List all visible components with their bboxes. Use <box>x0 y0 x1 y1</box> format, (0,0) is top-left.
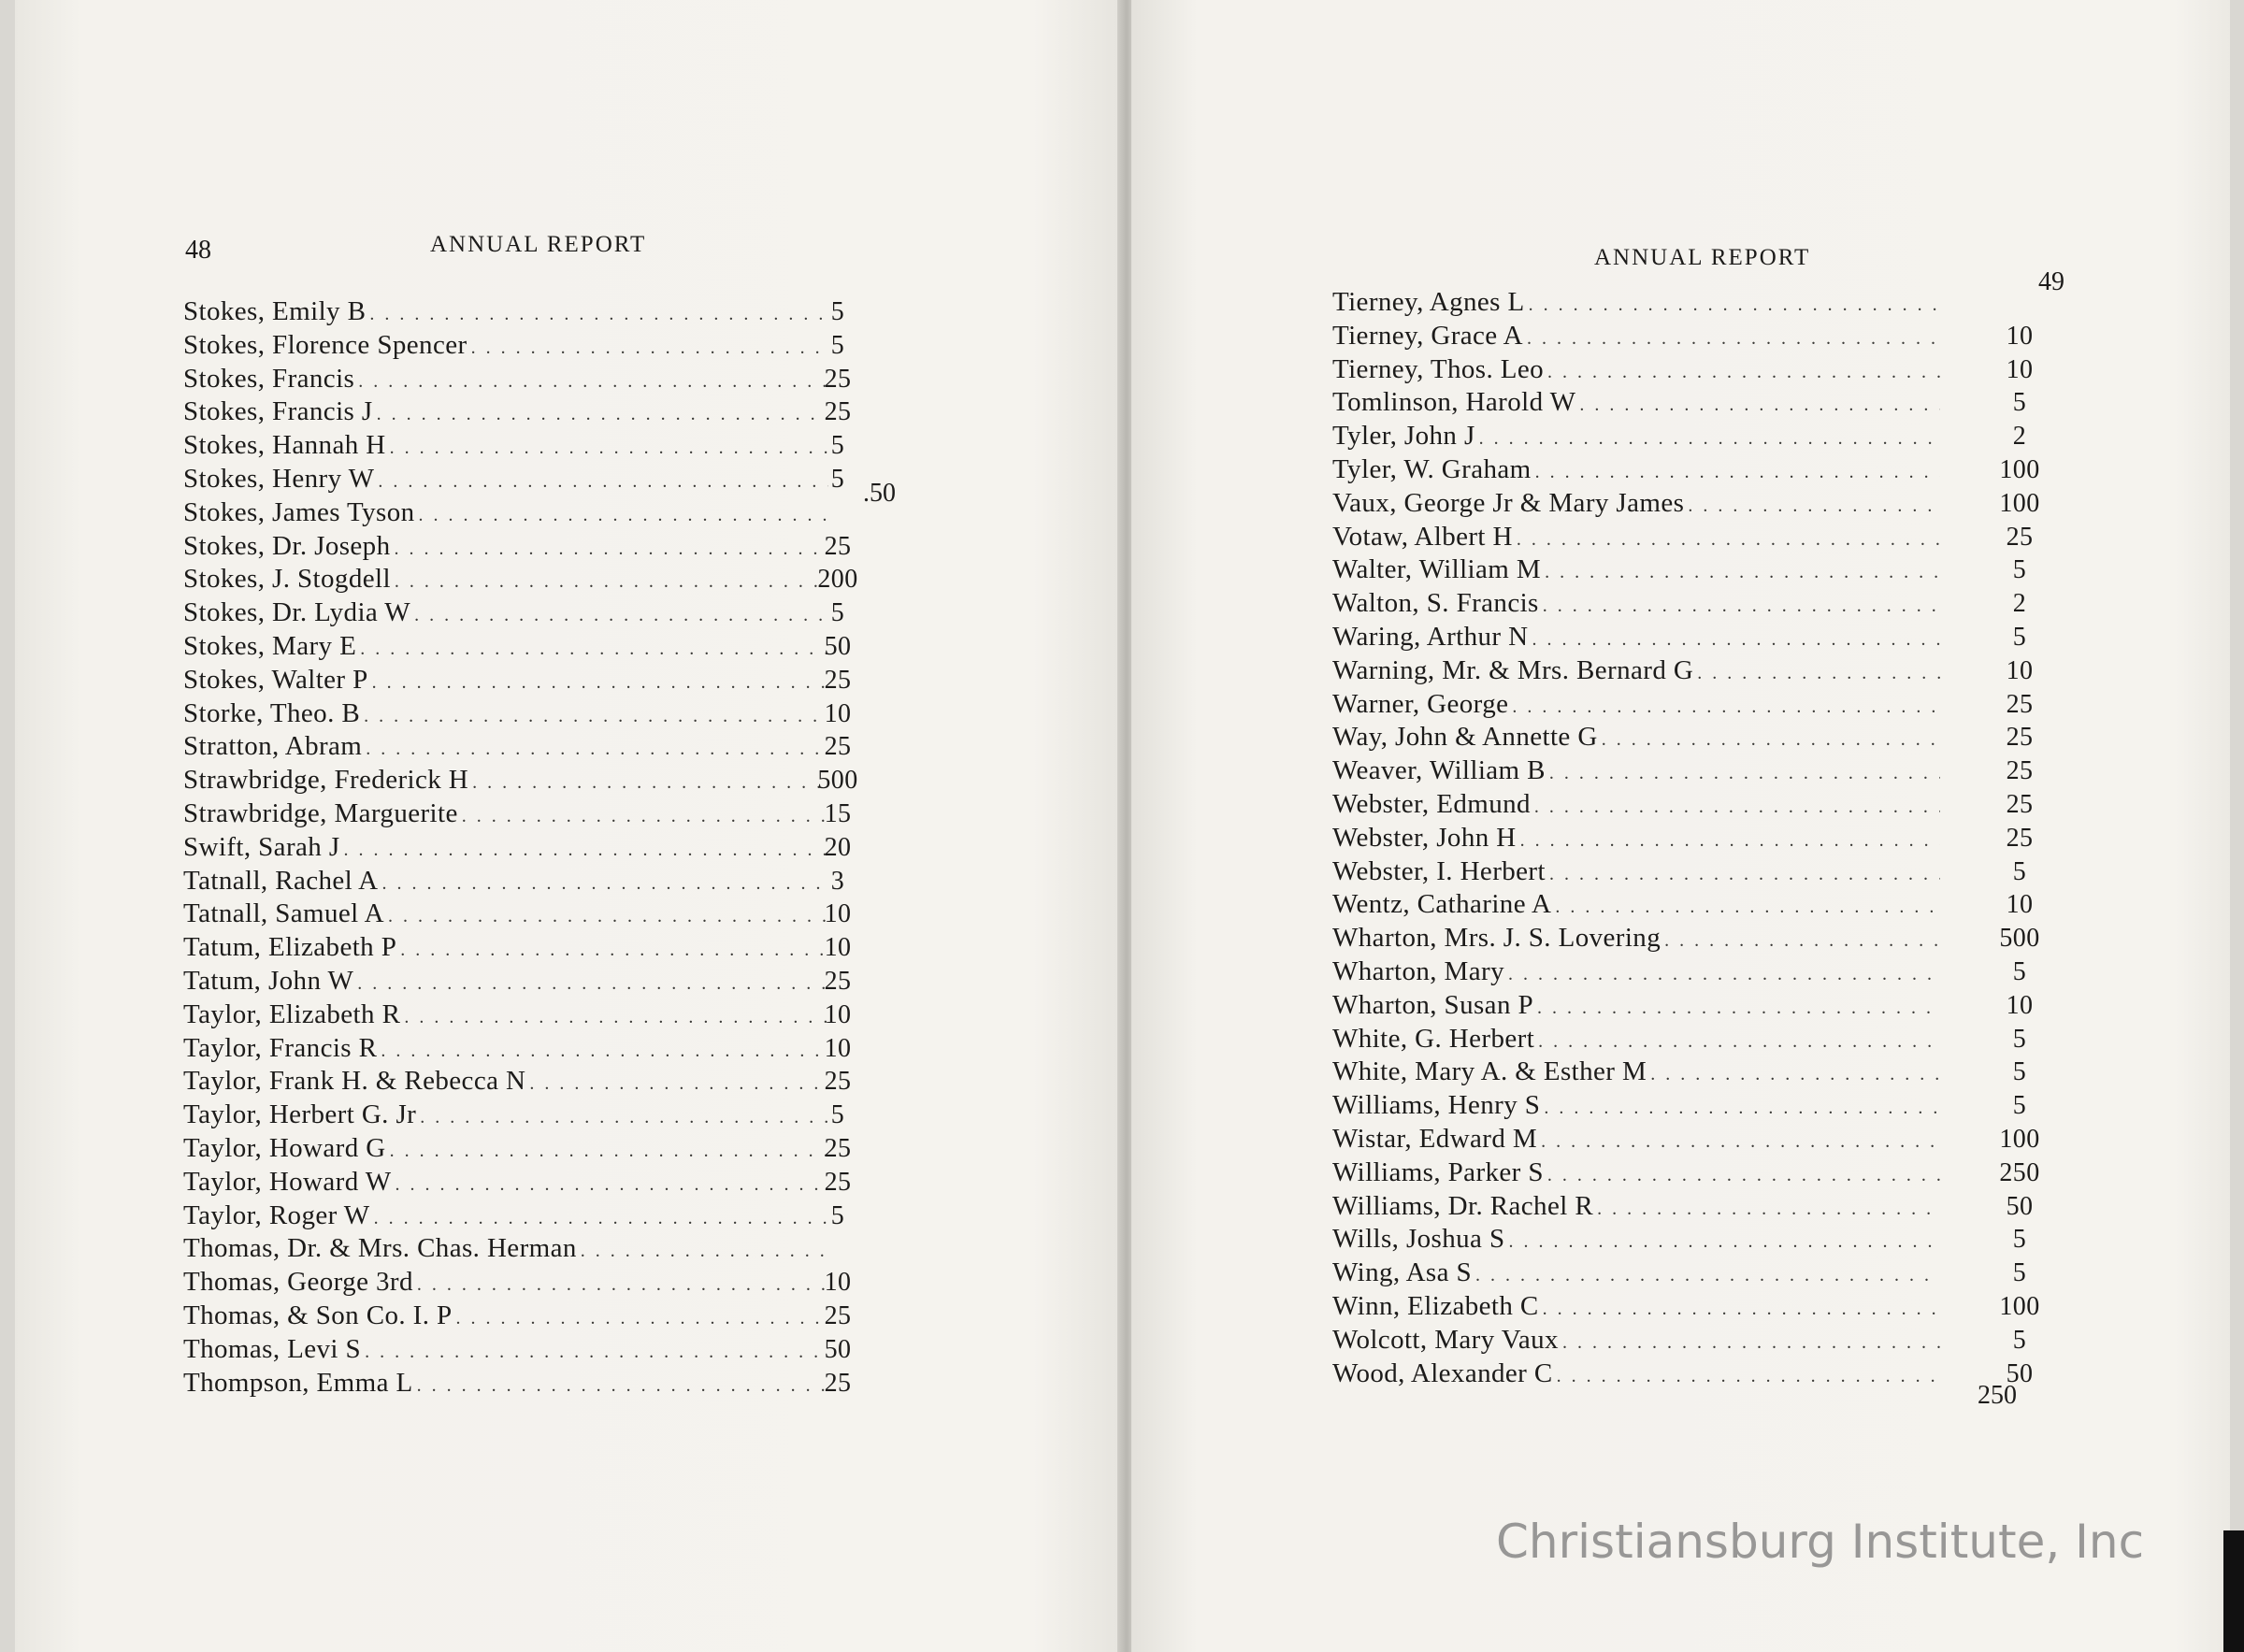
donation-amount: 50 <box>824 1334 852 1364</box>
list-item <box>183 596 845 630</box>
donor-name: Taylor, Howard G <box>183 1132 386 1163</box>
donor-name: Wharton, Mrs. J. S. Lovering <box>1332 923 1661 954</box>
donation-amount: 10 <box>2006 990 2034 1020</box>
leader-dots <box>1517 524 1940 557</box>
leader-dots <box>1529 289 1940 323</box>
donor-name: Wharton, Susan P <box>1332 989 1534 1020</box>
page-header: ANNUAL REPORT <box>430 232 647 257</box>
list-item <box>1332 688 2034 722</box>
donation-amount: 50 <box>824 631 852 661</box>
list-item <box>1332 1089 2027 1123</box>
leader-dots <box>364 700 828 734</box>
leader-dots <box>1544 1092 1940 1126</box>
donation-amount: 25 <box>824 364 852 394</box>
donor-name: Thomas, Dr. & Mrs. Chas. Herman <box>183 1233 577 1264</box>
donor-name: Taylor, Frank H. & Rebecca N <box>183 1066 526 1097</box>
donor-name: Tatnall, Samuel A <box>183 898 384 929</box>
leader-dots <box>372 667 828 700</box>
donor-name: Wood, Alexander C <box>1332 1358 1553 1388</box>
leader-dots <box>1535 456 1940 490</box>
leader-dots <box>1579 389 1940 423</box>
leader-dots <box>1475 1259 1940 1293</box>
leader-dots <box>1479 423 1940 456</box>
leader-dots <box>1541 1126 1940 1159</box>
donor-name: Stokes, Emily B <box>183 296 367 326</box>
donation-amount: 50 <box>2006 1191 2034 1221</box>
donor-name: Wolcott, Mary Vaux <box>1332 1324 1559 1355</box>
donor-name: Stokes, Francis <box>183 363 355 394</box>
leader-dots <box>1549 757 1940 791</box>
donor-name: Webster, I. Herbert <box>1332 855 1546 886</box>
donation-amount: 5 <box>2012 622 2027 652</box>
leader-dots <box>1664 925 1940 958</box>
list-item <box>1332 320 2034 353</box>
leader-dots <box>1688 490 1940 524</box>
donation-amount: 5 <box>830 464 845 494</box>
left-page <box>15 0 1122 1652</box>
donor-name: Stokes, J. Stogdell <box>183 564 391 595</box>
donation-amount: 100 <box>1999 1124 2040 1154</box>
donation-amount: 5 <box>830 330 845 360</box>
donation-amount: 5 <box>2012 956 2027 986</box>
list-item <box>1332 521 2034 554</box>
list-item <box>1332 553 2027 587</box>
donor-name: Thomas, & Son Co. I. P <box>183 1300 453 1330</box>
donation-amount: 25 <box>824 1368 852 1398</box>
donation-amount: 25 <box>2006 723 2034 753</box>
donation-amount: 10 <box>2006 890 2034 920</box>
list-item <box>183 1032 852 1066</box>
list-item <box>1332 989 2034 1023</box>
donation-amount: 5 <box>830 1200 845 1230</box>
donation-amount: 10 <box>2006 655 2034 685</box>
donor-name: Votaw, Albert H <box>1332 521 1513 552</box>
list-item <box>183 965 852 998</box>
donor-name: Thompson, Emma L <box>183 1367 413 1398</box>
donation-amount: 10 <box>824 933 852 963</box>
donor-name: Weaver, William B <box>1332 755 1546 786</box>
donation-amount: 25 <box>824 1300 852 1330</box>
donor-name: Webster, John H <box>1332 822 1517 853</box>
list-item <box>183 1132 852 1166</box>
leader-dots <box>366 733 828 767</box>
list-item <box>183 1367 852 1401</box>
list-item <box>183 797 852 831</box>
donation-amount: 25 <box>824 1067 852 1097</box>
list-item <box>183 1199 845 1233</box>
list-item <box>1332 822 2034 855</box>
leader-dots <box>381 1035 828 1069</box>
donation-amount: 25 <box>2006 756 2034 786</box>
list-item <box>1332 788 2034 822</box>
donor-name: Taylor, Roger W <box>183 1199 370 1230</box>
leader-dots <box>1543 590 1940 624</box>
donor-name: Stokes, Dr. Joseph <box>183 530 391 561</box>
list-item <box>1332 1023 2027 1056</box>
donor-name: Tyler, W. Graham <box>1332 453 1532 484</box>
list-item <box>1332 1156 2040 1190</box>
donation-amount: 10 <box>2006 354 2034 384</box>
fractional-amount: .50 <box>863 479 896 508</box>
leader-dots <box>417 1370 828 1403</box>
donor-name: Storke, Theo. B <box>183 697 361 728</box>
list-item <box>183 1266 852 1300</box>
leader-dots <box>1597 1193 1940 1227</box>
page-header: ANNUAL REPORT <box>1594 245 1811 270</box>
donation-amount: 5 <box>2012 1258 2027 1288</box>
leader-dots <box>1520 825 1940 858</box>
donation-amount: 10 <box>2006 321 2034 351</box>
donation-amount: 25 <box>2006 522 2034 552</box>
list-item <box>1332 1358 2034 1391</box>
list-item <box>1332 1056 2027 1089</box>
leader-dots <box>388 900 828 934</box>
donor-list <box>1332 286 2040 1390</box>
list-item <box>183 363 852 396</box>
leader-dots <box>1602 724 1940 757</box>
donation-amount: 10 <box>824 1033 852 1063</box>
list-item <box>183 1232 828 1266</box>
leader-dots <box>419 499 828 533</box>
donor-name: Taylor, Herbert G. Jr <box>183 1099 417 1130</box>
donor-name: Stokes, Henry W <box>183 463 375 494</box>
donation-amount: 5 <box>2012 1091 2027 1121</box>
donor-list <box>183 295 858 1400</box>
leader-dots <box>374 1202 828 1236</box>
leader-dots <box>1562 1327 1940 1360</box>
list-item <box>1332 754 2034 788</box>
leader-dots <box>472 767 828 800</box>
donation-amount: 25 <box>824 966 852 996</box>
leader-dots <box>365 1336 828 1370</box>
donor-name: Thomas, Levi S <box>183 1333 362 1364</box>
leader-dots <box>1534 791 1940 825</box>
list-item <box>1332 420 2027 453</box>
list-item <box>1332 855 2027 889</box>
donor-name: Wharton, Mary <box>1332 955 1504 986</box>
donation-amount: 5 <box>2012 388 2027 418</box>
donor-name: Williams, Parker S <box>1332 1156 1544 1187</box>
donor-name: Vaux, George Jr & Mary James <box>1332 487 1685 518</box>
list-item <box>1332 1190 2034 1224</box>
leader-dots <box>1545 556 1940 590</box>
list-item <box>183 764 858 797</box>
list-item <box>1332 721 2034 754</box>
donor-name: Stokes, Hannah H <box>183 430 386 461</box>
donation-amount: 25 <box>824 397 852 427</box>
list-item <box>183 664 852 697</box>
list-item <box>183 1065 852 1099</box>
leader-dots <box>378 466 828 499</box>
leader-dots <box>1537 992 1940 1026</box>
donation-amount: 5 <box>830 1100 845 1130</box>
leader-dots <box>369 298 828 332</box>
donation-amount: 5 <box>2012 1325 2027 1355</box>
donation-amount: 20 <box>824 832 852 862</box>
leader-dots <box>396 1169 828 1202</box>
donor-name: Tierney, Grace A <box>1332 320 1523 351</box>
leader-dots <box>1512 691 1940 725</box>
list-item <box>1332 1257 2027 1290</box>
leader-dots <box>344 834 828 868</box>
list-item <box>183 831 852 865</box>
donor-name: Tatum, Elizabeth P <box>183 932 397 963</box>
donor-name: Taylor, Francis R <box>183 1032 378 1063</box>
list-item <box>183 898 852 931</box>
donation-amount: 25 <box>824 1133 852 1163</box>
donor-name: Stokes, Florence Spencer <box>183 329 468 360</box>
leader-dots <box>357 968 828 1001</box>
leader-dots <box>471 332 828 366</box>
list-item <box>183 496 828 530</box>
list-item <box>1332 621 2027 654</box>
donation-amount: 25 <box>824 665 852 695</box>
leader-dots <box>1543 1293 1940 1327</box>
list-item <box>1332 1290 2040 1324</box>
donation-amount: 10 <box>824 999 852 1029</box>
donor-name: Warning, Mr. & Mrs. Bernard G <box>1332 654 1694 685</box>
donor-name: Stokes, Mary E <box>183 630 357 661</box>
donor-name: Tierney, Agnes L <box>1332 287 1525 317</box>
scan-edge <box>2223 1530 2244 1652</box>
leader-dots <box>1508 958 1940 992</box>
donor-name: Williams, Henry S <box>1332 1090 1541 1121</box>
donor-name: Winn, Elizabeth C <box>1332 1290 1539 1321</box>
page-number: 48 <box>185 236 211 265</box>
list-item <box>183 730 852 764</box>
leader-dots <box>358 366 828 399</box>
donation-amount: 25 <box>824 732 852 762</box>
donor-name: Tatum, John W <box>183 965 354 996</box>
leader-dots <box>420 1101 828 1135</box>
donation-amount: 25 <box>824 531 852 561</box>
list-item <box>1332 654 2034 688</box>
donation-amount: 25 <box>2006 789 2034 819</box>
leader-dots <box>1697 657 1940 691</box>
donor-name: Strawbridge, Marguerite <box>183 797 458 828</box>
leader-dots <box>1538 1026 1940 1059</box>
donation-amount: 5 <box>2012 1057 2027 1087</box>
donation-amount: 5 <box>2012 555 2027 585</box>
donation-amount: 3 <box>830 866 845 896</box>
donor-name: Walter, William M <box>1332 554 1542 585</box>
donor-name: Swift, Sarah J <box>183 831 340 862</box>
watermark: Christiansburg Institute, Inc <box>1496 1515 2145 1569</box>
leader-dots <box>529 1068 828 1101</box>
donation-amount: 5 <box>830 297 845 326</box>
list-item <box>183 630 852 664</box>
donor-name: Wing, Asa S <box>1332 1257 1473 1288</box>
leader-dots <box>382 868 828 901</box>
list-item <box>183 697 852 731</box>
donation-amount: 100 <box>1999 454 2040 484</box>
list-item <box>183 563 858 596</box>
list-item <box>1332 888 2034 922</box>
leader-dots <box>456 1302 828 1336</box>
donation-amount: 5 <box>830 431 845 461</box>
donor-name: Warner, George <box>1332 688 1509 719</box>
list-item <box>1332 955 2027 989</box>
donation-amount: 2 <box>2012 422 2027 452</box>
list-item <box>183 865 845 898</box>
donation-amount: 100 <box>1999 1291 2040 1321</box>
list-item <box>1332 386 2027 420</box>
list-item <box>1332 487 2040 521</box>
list-item <box>1332 1223 2027 1257</box>
leader-dots <box>1650 1058 1940 1092</box>
list-item <box>183 295 845 329</box>
donation-amount: 5 <box>2012 1024 2027 1054</box>
donor-name: Walton, S. Francis <box>1332 588 1539 619</box>
donor-name: Stokes, Walter P <box>183 664 368 695</box>
leader-dots <box>360 633 828 667</box>
list-item <box>1332 1324 2027 1358</box>
donor-name: Wistar, Edward M <box>1332 1123 1538 1154</box>
list-item <box>183 1300 852 1333</box>
donation-amount: 200 <box>817 565 858 595</box>
donation-amount: 50 <box>2006 1358 2034 1388</box>
leader-dots <box>377 398 828 432</box>
donor-name: Wills, Joshua S <box>1332 1224 1505 1255</box>
leader-dots <box>1527 323 1940 356</box>
leader-dots <box>395 533 829 567</box>
leader-dots <box>1532 624 1940 657</box>
donation-amount: 10 <box>824 698 852 728</box>
donor-name: Thomas, George 3rd <box>183 1267 413 1298</box>
donor-name: White, G. Herbert <box>1332 1023 1535 1054</box>
donor-name: Tatnall, Rachel A <box>183 865 379 896</box>
donor-name: Williams, Dr. Rachel R <box>1332 1190 1594 1221</box>
donor-name: Wentz, Catharine A <box>1332 889 1552 920</box>
list-item <box>183 429 845 463</box>
donation-amount: 250 <box>1999 1157 2040 1187</box>
donation-amount: 25 <box>2006 689 2034 719</box>
leader-dots <box>1509 1226 1941 1259</box>
donor-name: Strawbridge, Frederick H <box>183 765 469 796</box>
leader-dots <box>390 432 828 466</box>
donation-amount: 5 <box>2012 856 2027 886</box>
leader-dots <box>462 800 828 834</box>
list-item <box>1332 587 2027 621</box>
donor-name: White, Mary A. & Esther M <box>1332 1056 1647 1087</box>
trailing-amount: 250 <box>1978 1381 2017 1410</box>
list-item <box>183 931 852 965</box>
leader-dots <box>404 1001 828 1035</box>
leader-dots <box>395 566 828 599</box>
donor-name: Tyler, John J <box>1332 421 1475 452</box>
list-item <box>183 530 852 564</box>
leader-dots <box>581 1235 828 1269</box>
list-item <box>183 329 845 363</box>
donor-name: Webster, Edmund <box>1332 788 1531 819</box>
right-page <box>1131 0 2230 1652</box>
list-item <box>1332 353 2034 387</box>
list-item <box>1332 286 1940 320</box>
donor-name: Taylor, Elizabeth R <box>183 998 401 1029</box>
leader-dots <box>417 1269 828 1302</box>
donor-name: Stokes, Francis J <box>183 396 373 427</box>
list-item <box>183 998 852 1032</box>
list-item <box>1332 1123 2040 1156</box>
leader-dots <box>1547 356 1940 390</box>
donor-name: Waring, Arthur N <box>1332 621 1529 652</box>
list-item <box>183 1333 852 1367</box>
donation-amount: 500 <box>817 766 858 796</box>
donor-name: Stokes, James Tyson <box>183 496 415 527</box>
donation-amount: 100 <box>1999 488 2040 518</box>
leader-dots <box>1549 858 1940 892</box>
donation-amount: 5 <box>2012 1225 2027 1255</box>
leader-dots <box>414 599 828 633</box>
leader-dots <box>1547 1159 1940 1193</box>
donation-amount: 5 <box>830 598 845 628</box>
list-item <box>1332 922 2040 955</box>
donation-amount: 25 <box>2006 823 2034 853</box>
list-item <box>183 463 845 496</box>
donation-amount: 2 <box>2012 589 2027 619</box>
donor-name: Tomlinson, Harold W <box>1332 387 1576 418</box>
donor-name: Taylor, Howard W <box>183 1166 392 1197</box>
donor-name: Stratton, Abram <box>183 731 363 762</box>
donation-amount: 25 <box>824 1167 852 1197</box>
list-item <box>183 1099 845 1132</box>
donor-name: Stokes, Dr. Lydia W <box>183 597 411 628</box>
donor-name: Way, John & Annette G <box>1332 722 1598 753</box>
donation-amount: 10 <box>824 1268 852 1298</box>
list-item <box>183 1166 852 1199</box>
leader-dots <box>1557 1360 1940 1394</box>
leader-dots <box>390 1135 828 1169</box>
donation-amount: 500 <box>1999 924 2040 954</box>
leader-dots <box>400 934 828 968</box>
list-item <box>183 395 852 429</box>
donation-amount: 10 <box>824 899 852 929</box>
leader-dots <box>1555 891 1940 925</box>
donor-name: Tierney, Thos. Leo <box>1332 353 1545 384</box>
page-number: 49 <box>2038 267 2064 296</box>
donation-amount: 15 <box>824 798 852 828</box>
list-item <box>1332 453 2040 487</box>
